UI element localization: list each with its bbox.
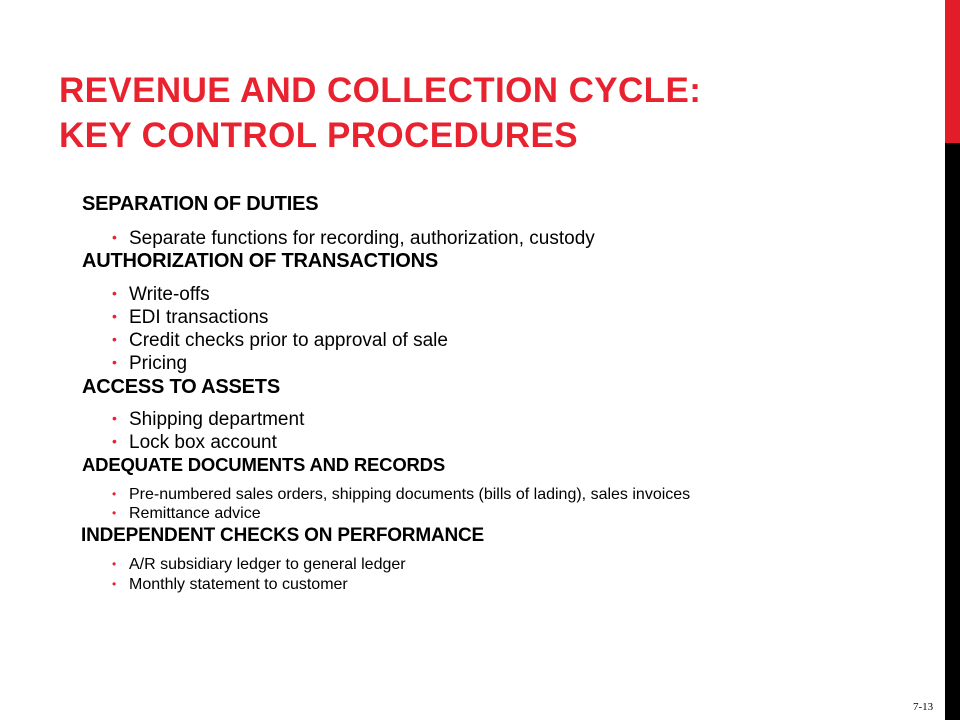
section-heading: ACCESS TO ASSETS xyxy=(82,376,280,398)
bullet-item xyxy=(112,226,595,250)
section-heading: INDEPENDENT CHECKS ON PERFORMANCE xyxy=(81,525,484,546)
bullet-text: Remittance advice xyxy=(129,505,261,522)
bullet-text: Pre-numbered sales orders, shipping documents (bills of lading), sales invoices xyxy=(129,486,691,503)
bullet-dot-icon: • xyxy=(112,577,117,591)
bullet-item xyxy=(112,575,348,594)
bullet-dot-icon: • xyxy=(112,557,117,571)
bullet-dot-icon: • xyxy=(112,354,117,370)
bullet-text: Pricing xyxy=(129,353,188,374)
bullet-dot-icon: • xyxy=(112,433,117,449)
bullet-dot-icon: • xyxy=(112,410,117,426)
bullet-item xyxy=(112,305,268,329)
bullet-dot-icon: • xyxy=(112,308,117,324)
page-number: 7-13 xyxy=(913,701,934,713)
slide-title-line-2: KEY CONTROL PROCEDURES xyxy=(59,116,578,155)
bullet-text: Shipping department xyxy=(129,409,305,430)
bullet-dot-icon: • xyxy=(112,331,117,347)
bullet-item xyxy=(112,430,277,454)
bullet-text: Write-offs xyxy=(129,284,210,305)
accent-bar-black xyxy=(945,143,960,720)
bullet-text: EDI transactions xyxy=(129,307,269,328)
bullet-item xyxy=(112,351,187,375)
bullet-text: Lock box account xyxy=(129,432,277,453)
bullet-item xyxy=(112,504,261,523)
slide-title-line-1: REVENUE AND COLLECTION CYCLE: xyxy=(59,71,702,110)
section-heading: AUTHORIZATION OF TRANSACTIONS xyxy=(82,250,439,272)
bullet-dot-icon: • xyxy=(112,285,117,301)
bullet-text: A/R subsidiary ledger to general ledger xyxy=(129,556,406,573)
section-heading: SEPARATION OF DUTIES xyxy=(82,193,319,215)
bullet-item xyxy=(112,282,210,306)
bullet-text: Separate functions for recording, authorization, custody xyxy=(129,228,595,249)
bullet-text: Monthly statement to customer xyxy=(129,576,348,593)
accent-bar-red xyxy=(945,0,960,143)
section-heading: ADEQUATE DOCUMENTS AND RECORDS xyxy=(82,454,445,475)
bullet-item xyxy=(112,555,406,574)
bullet-dot-icon: • xyxy=(112,506,117,520)
bullet-item xyxy=(112,328,448,352)
bullet-item xyxy=(112,407,304,431)
bullet-item xyxy=(112,485,690,504)
bullet-dot-icon: • xyxy=(112,229,117,245)
bullet-dot-icon: • xyxy=(112,487,117,501)
bullet-text: Credit checks prior to approval of sale xyxy=(129,330,448,351)
